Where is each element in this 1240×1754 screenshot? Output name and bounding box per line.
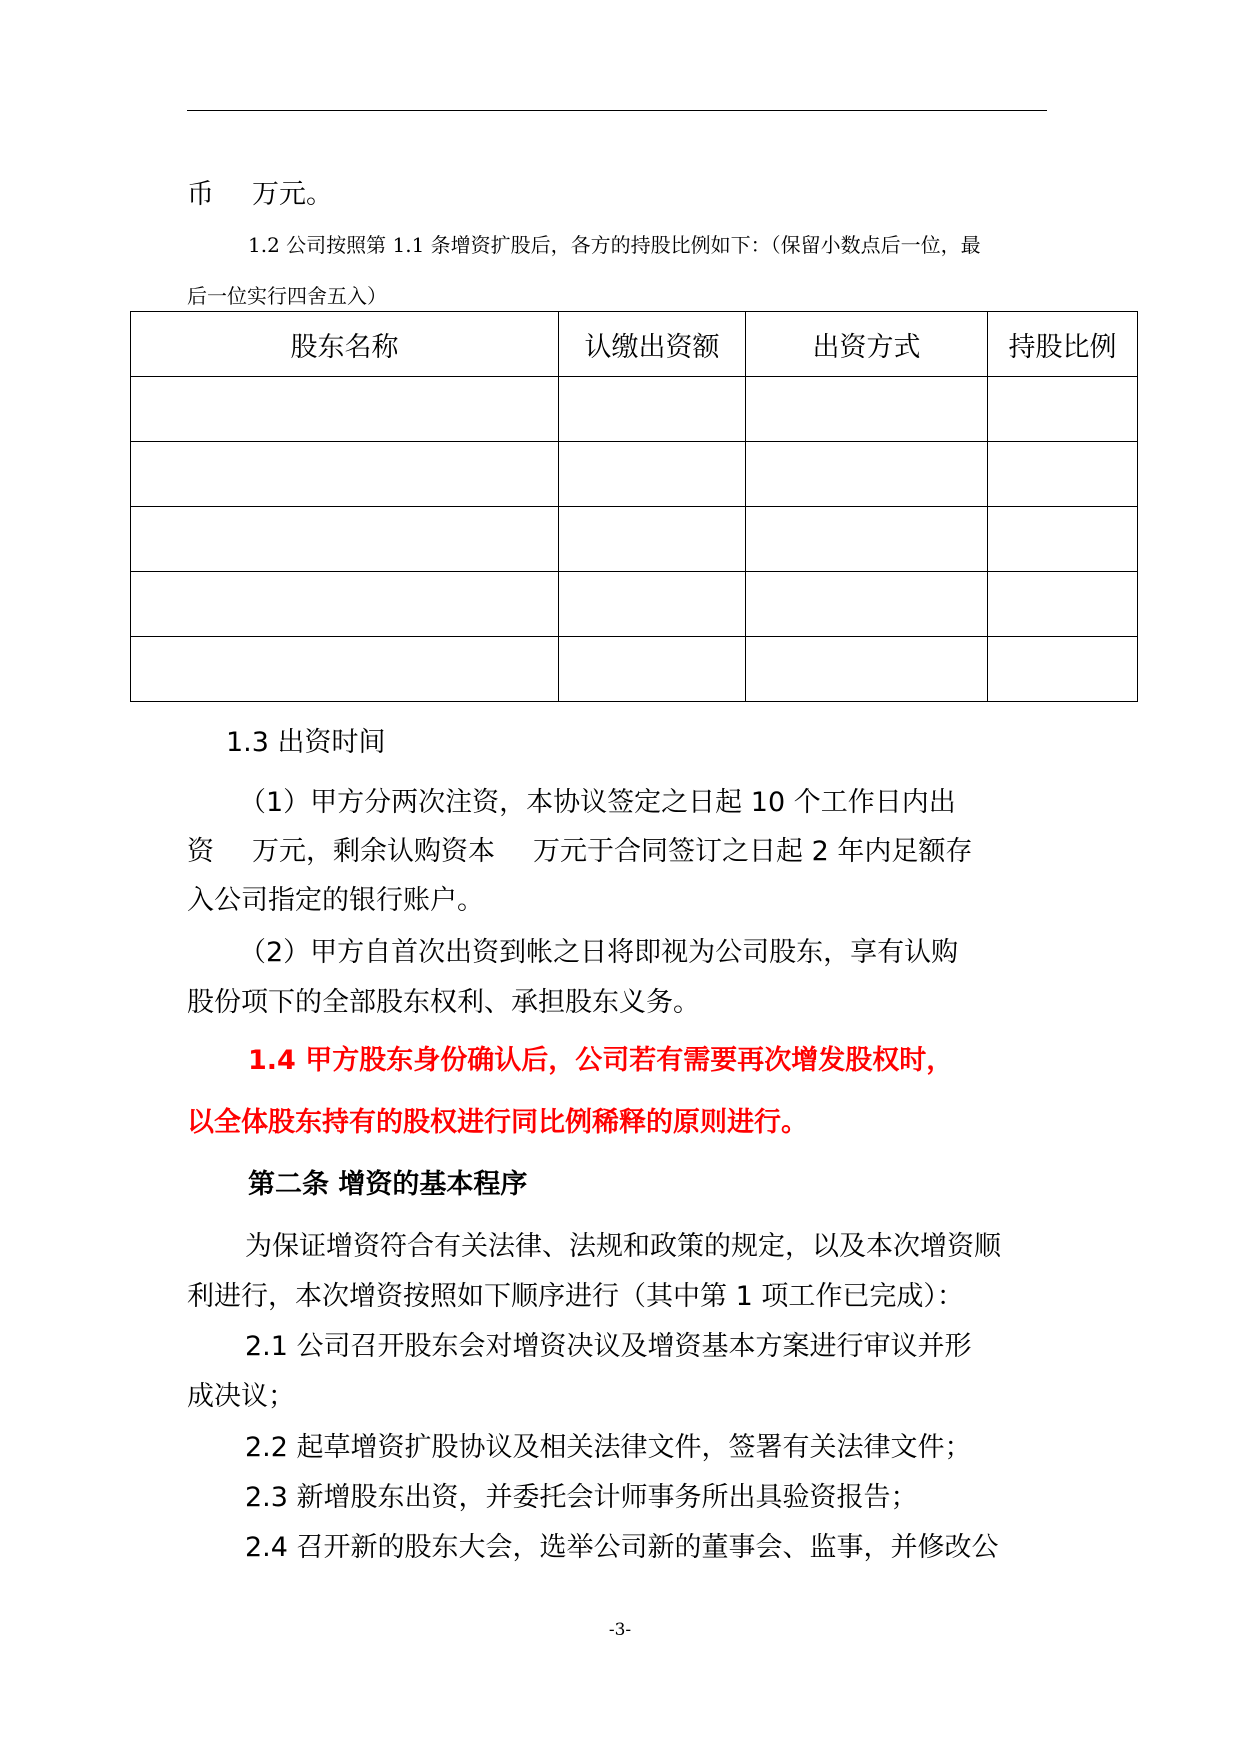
table-cell xyxy=(746,507,988,572)
table-cell xyxy=(131,377,559,442)
header-rule xyxy=(187,110,1047,111)
table-row xyxy=(131,572,1138,637)
table-cell xyxy=(988,572,1138,637)
item-2-3: 2.3 新增股东出资，并委托会计师事务所出具验资报告； xyxy=(245,1482,918,1513)
table-row xyxy=(131,637,1138,702)
clause-1-3-item1-line2 xyxy=(187,829,972,868)
clause-1-4-line2: 以全体股东持有的股权进行同比例稀释的原则进行。 xyxy=(187,1107,808,1138)
item-2-1-line2: 成决议； xyxy=(187,1381,295,1412)
article-2-intro-line2: 利进行，本次增资按照如下顺序进行（其中第 1 项工作已完成）： xyxy=(187,1281,964,1312)
table-cell xyxy=(559,572,746,637)
article-2-heading: 第二条 增资的基本程序 xyxy=(248,1169,528,1200)
table-cell xyxy=(131,637,559,702)
clause-1-3-item1-line2-c: 万元于合同签订之日起 2 年内足额存 xyxy=(533,836,973,867)
clause-1-3-item1-line3: 入公司指定的银行账户。 xyxy=(187,885,484,916)
table-row xyxy=(131,507,1138,572)
clause-1-2-line1: 1.2 公司按照第 1.1 条增资扩股后，各方的持股比例如下：（保留小数点后一位，最 xyxy=(248,233,981,257)
table-cell xyxy=(988,637,1138,702)
table-header-subscribed-capital: 认缴出资额 xyxy=(559,312,746,377)
table-header-contribution-method: 出资方式 xyxy=(746,312,988,377)
currency-line-part2: 万元。 xyxy=(252,179,333,210)
clause-1-4-line1: 1.4 甲方股东身份确认后，公司若有需要再次增发股权时， xyxy=(248,1045,954,1076)
table-header-shareholder-name: 股东名称 xyxy=(131,312,559,377)
item-2-4: 2.4 召开新的股东大会，选举公司新的董事会、监事，并修改公 xyxy=(245,1532,999,1563)
clause-1-3-item1-line2-b: 万元，剩余认购资本 xyxy=(252,836,495,867)
clause-1-3-item2-line1: （2）甲方自首次出资到帐之日将即视为公司股东，享有认购 xyxy=(239,937,959,968)
table-cell xyxy=(559,442,746,507)
table-cell xyxy=(746,442,988,507)
table-cell xyxy=(746,637,988,702)
clause-1-2-line2: 后一位实行四舍五入） xyxy=(187,284,387,308)
article-2-intro-line1: 为保证增资符合有关法律、法规和政策的规定，以及本次增资顺 xyxy=(245,1231,1001,1262)
table-cell xyxy=(746,572,988,637)
currency-line-part1: 币 xyxy=(187,179,214,210)
table-cell xyxy=(988,507,1138,572)
table-row xyxy=(131,442,1138,507)
item-2-2: 2.2 起草增资扩股协议及相关法律文件，签署有关法律文件； xyxy=(245,1432,972,1463)
table-cell xyxy=(559,377,746,442)
table-cell xyxy=(988,377,1138,442)
clause-1-3-item1-line1: （1）甲方分两次注资，本协议签定之日起 10 个工作日内出 xyxy=(239,787,956,818)
table-row xyxy=(131,377,1138,442)
clause-1-3-item2-line2: 股份项下的全部股东权利、承担股东义务。 xyxy=(187,987,700,1018)
table-header-shareholding-ratio: 持股比例 xyxy=(988,312,1138,377)
shareholding-table xyxy=(130,311,1138,702)
table-cell xyxy=(988,442,1138,507)
table-cell xyxy=(131,442,559,507)
table-cell xyxy=(746,377,988,442)
currency-line xyxy=(187,172,333,211)
clause-1-3-item1-line2-a: 资 xyxy=(187,836,214,867)
item-2-1-line1: 2.1 公司召开股东会对增资决议及增资基本方案进行审议并形 xyxy=(245,1331,972,1362)
table-header-row xyxy=(131,312,1138,377)
table-cell xyxy=(131,572,559,637)
table-cell xyxy=(559,637,746,702)
table-cell xyxy=(559,507,746,572)
clause-1-3-title: 1.3 出资时间 xyxy=(226,727,386,758)
table-cell xyxy=(131,507,559,572)
page-number: -3- xyxy=(608,1620,632,1640)
